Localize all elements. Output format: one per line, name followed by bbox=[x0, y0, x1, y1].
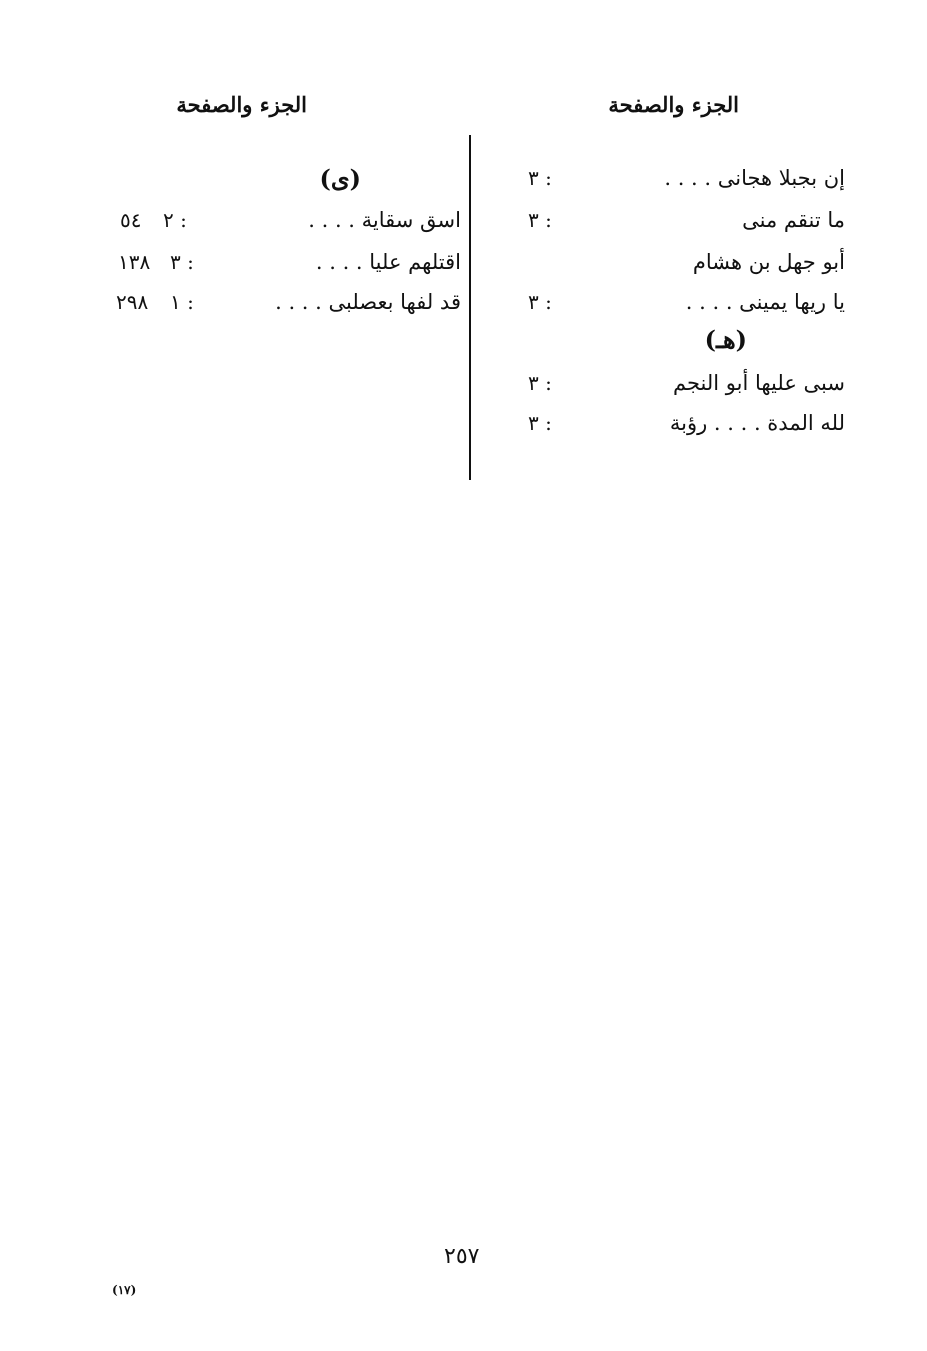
verse-entry-9: قد لفها بعصلبى . . . . bbox=[275, 290, 461, 314]
verse-ref-5: ٣ : bbox=[528, 371, 552, 395]
verse-vol-8: ٣ : bbox=[170, 250, 194, 274]
page-number: ٢٥٧ bbox=[444, 1244, 480, 1269]
verse-vol-7: ٢ : bbox=[163, 208, 187, 232]
left-column-header: الجزء والصفحة bbox=[176, 92, 307, 117]
verse-vol-9: ١ : bbox=[170, 290, 194, 314]
verse-entry-8: اقتلهم عليا . . . . bbox=[315, 250, 461, 274]
letter-heading-ha: (هـ) bbox=[704, 325, 747, 354]
verse-entry-4: يا ريها يمينى . . . . bbox=[685, 290, 845, 314]
right-column-header: الجزء والصفحة bbox=[608, 92, 739, 117]
verse-ref-6: ٣ : bbox=[528, 411, 552, 435]
verse-ref-1: ٣ : bbox=[528, 166, 552, 190]
verse-page-8: ١٣٨ bbox=[118, 250, 151, 274]
verse-ref-2: ٣ : bbox=[528, 208, 552, 232]
letter-heading-ya: (ى) bbox=[319, 164, 361, 193]
verse-ref-4: ٣ : bbox=[528, 290, 552, 314]
verse-entry-6: لله المدة . . . . رؤبة bbox=[669, 411, 845, 435]
verse-entry-2: ما تنقم منى bbox=[742, 208, 845, 232]
verse-page-9: ٢٩٨ bbox=[116, 290, 149, 314]
verse-entry-5: سبى عليها أبو النجم bbox=[673, 371, 845, 395]
verse-entry-3: أبو جهل بن هشام bbox=[692, 250, 845, 274]
verse-entry-7: اسق سقاية . . . . bbox=[308, 208, 461, 232]
column-divider bbox=[469, 135, 471, 480]
signature-mark: (١٧) bbox=[112, 1283, 137, 1297]
verse-page-7: ٥٤ bbox=[120, 208, 142, 232]
verse-entry-1: إن بجبلا هجانى . . . . bbox=[664, 166, 845, 190]
